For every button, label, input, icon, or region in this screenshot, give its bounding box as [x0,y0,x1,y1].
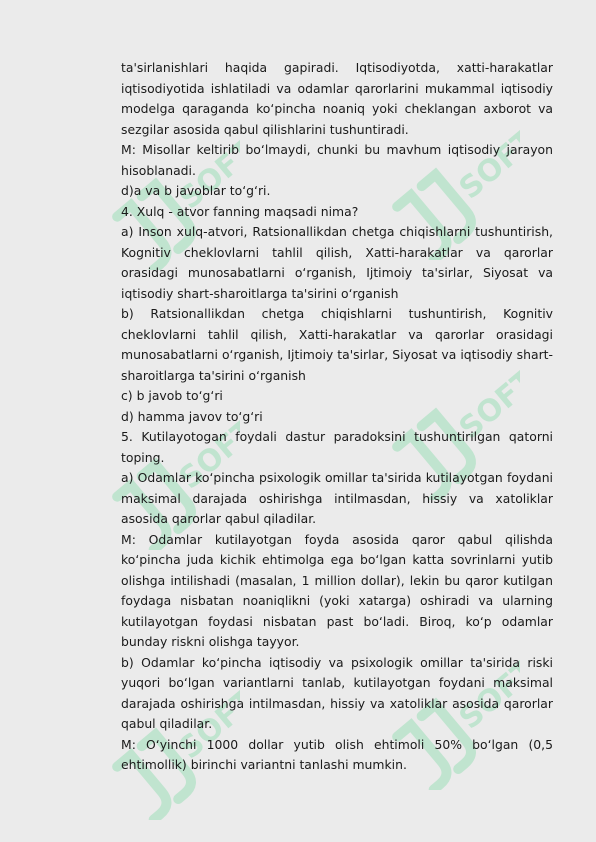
watermark-text: SOFT [452,130,520,207]
watermark-text: SOFT [172,140,240,217]
answer-option-c: c) b javob toʻgʻri [121,388,223,403]
answer-option-d: d) hamma javov toʻgʻri [121,408,263,424]
watermark-text: SOFT [172,420,240,497]
paragraph-example-note: M: Oʻyinchi 1000 dollar yutib olish ehtimoli 50% boʻlgan (0,5 ehtimollik) birinchi variantni tanlashi mumkin. [121,736,553,772]
paragraph-example-note: M: Misollar keltirib boʻlmaydi, chunki bu mavhum iqtisodiy jarayon hisoblanadi. [121,142,553,178]
paragraph-intro-continuation: ta'sirlanishlari haqida gapiradi. Iqtisodiyotda, xatti-harakatlar iqtisodiyotida ishlatiladi va odamlar qarorlarini mukammal iqtisodiy modelga qaraganda koʻpincha noaniq yoki cheklangan axborot va sezgilar asosida qabul qilishlarini tushuntiradi. [121,60,553,137]
answer-option-a: a) Odamlar koʻpincha psixologik omillar ta'sirida kutilayotgan foydani maksimal darajada oshirishga intilmasdan, hissiy va xatoliklar asosida qarorlar qabul qiladilar. [121,470,553,526]
question-4: 4. Xulq - atvor fanning maqsadi nima? [121,203,359,219]
watermark-text: SOFT [452,370,520,447]
answer-option-b: b) Odamlar koʻpincha iqtisodiy va psixologik omillar ta'sirida riski yuqori boʻlgan variantlarni tanlab, kutilayotgan foydani maksimal darajada oshirishga intilmasdan, hissiy va xatoliklar asosida qarorlar qabul qiladilar. [121,654,553,731]
answer-option-a: a) Inson xulq-atvori, Ratsionallikdan chetga chiqishlarni tushuntirish, Kognitiv cheklovlarni tahlil qilish, Xatti-harakatlar va qarorlar orasidagi munosabatlarni oʻrganish, Ijtimoiy ta'sirlar, Siyosat va iqtisodiy shart-sharoitlarga ta'sirini oʻrganish [121,224,553,301]
watermark-text: SOFT [172,690,240,767]
question-5: 5. Kutilayotogan foydali dastur paradoksini tushuntirilgan qatorni toping. [121,429,553,465]
answer-option-d: d)a va b javoblar toʻgʻri. [121,183,271,198]
paragraph-example-note: M: Odamlar kutilayotgan foyda asosida qaror qabul qilishda koʻpincha juda kichik ehtimolga ega boʻlgan katta sovrinlarni yutib olishga intilishadi (masalan, 1 million dollar), lekin bu qaror kutilgan foydaga nisbatan noaniqlikni (yoki xatarga) oshiradi va ularning kutilayotgan foydasi nisbatan past boʻladi. Biroq, koʻp odamlar bunday riskni olishga tayyor. [121,531,553,649]
answer-option-b: b) Ratsionallikdan chetga chiqishlarni tushuntirish, Kognitiv cheklovlarni tahlil qilish, Xatti-harakatlar va qarorlar orasidagi munosabatlarni oʻrganish, Ijtimoiy ta'sirlar, Siyosat va iqtisodiy shart-sharoitlarga ta'sirini oʻrganish [121,306,553,383]
document-body [121,58,553,776]
watermark-text: SOFT [452,660,520,737]
